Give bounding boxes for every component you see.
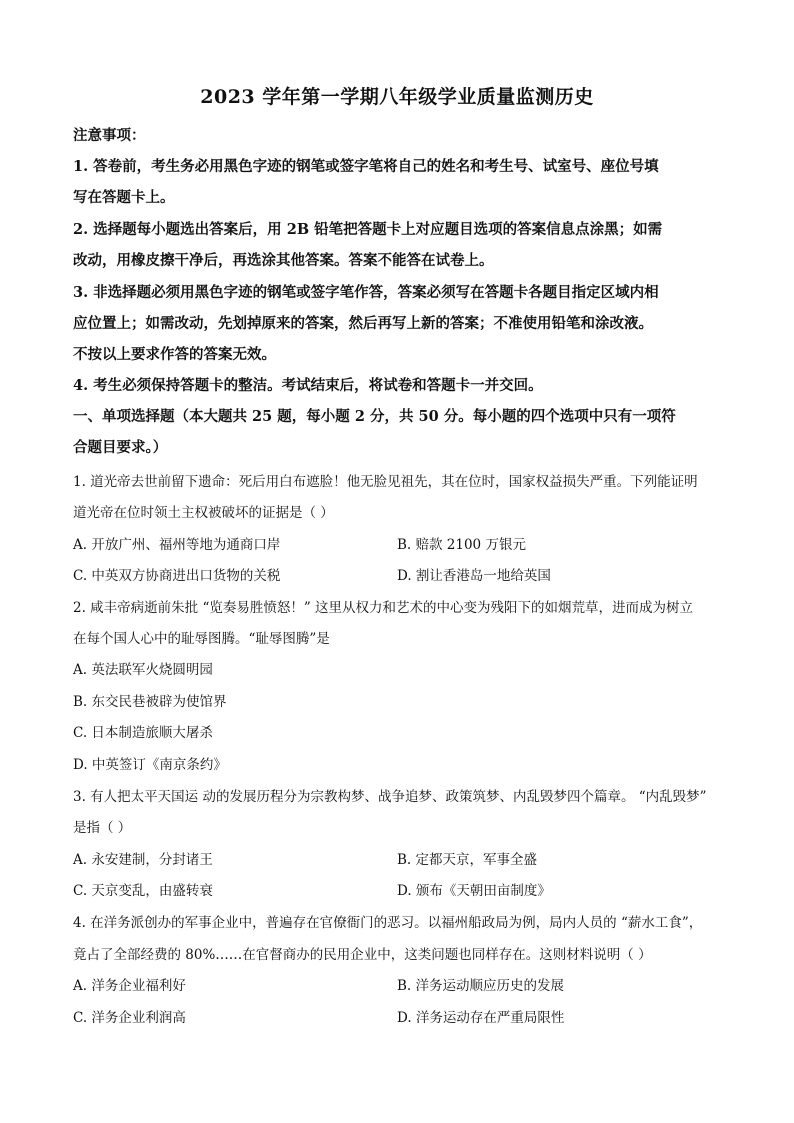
section-heading-line-1: 一、单项选择题（本大题共 25 题，每小题 2 分，共 50 分。每小题的四个选项中只有一项符: [73, 408, 676, 425]
notice-item-3-line-3: 不按以上要求作答的答案无效。: [73, 346, 276, 363]
notice-item-1-line-1: 1. 答卷前，考生务必用黑色字迹的钢笔或签字笔将自己的姓名和考生号、试室号、座位号填: [73, 158, 659, 175]
question-4-option-a: A. 洋务企业福利好: [73, 978, 186, 994]
question-4-stem-line-1: 4. 在洋务派创办的军事企业中，普遍存在官僚衙门的恶习。以福州船政局为例，局内人员的 “薪水工食”，: [73, 915, 703, 931]
question-2-option-a: A. 英法联军火烧圆明园: [73, 662, 213, 678]
notice-item-1-line-2: 写在答题卡上。: [73, 189, 175, 206]
question-4-option-d: D. 洋务运动存在严重局限性: [397, 1010, 565, 1026]
question-2-option-d: D. 中英签订《南京条约》: [73, 757, 227, 773]
question-2-stem-line-1: 2. 咸丰帝病逝前朱批 “览奏易胜愤怒！” 这里从权力和艺术的中心变为残阳下的如烟荒草，进而成为树立: [73, 600, 694, 616]
question-2-stem-line-2: 在每个国人心中的耻辱图腾。“耻辱图腾”是: [73, 631, 330, 647]
notice-item-2-line-2: 改动，用橡皮擦干净后，再选涂其他答案。答案不能答在试卷上。: [73, 252, 494, 269]
question-1-option-d: D. 割让香港岛一地给英国: [397, 568, 551, 584]
section-heading-line-2: 合题目要求。）: [73, 439, 168, 456]
question-4-option-b: B. 洋务运动顺应历史的发展: [397, 978, 565, 994]
question-3-option-c: C. 天京变乱，由盛转衰: [73, 883, 213, 899]
notice-item-4-line-1: 4. 考生必须保持答题卡的整洁。考试结束后，将试卷和答题卡一并交回。: [73, 377, 543, 394]
notice-item-3-line-2: 应位置上；如需改动，先划掉原来的答案，然后再写上新的答案；不准使用铅笔和涂改液。: [73, 315, 653, 332]
question-3-option-d: D. 颁布《天朝田亩制度》: [397, 883, 551, 899]
question-2-option-c: C. 日本制造旅顺大屠杀: [73, 725, 213, 741]
page-title: 2023 学年第一学期八年级学业质量监测历史: [200, 86, 594, 108]
notice-item-3-line-1: 3. 非选择题必须用黑色字迹的钢笔或签字笔作答，答案必须写在答题卡各题目指定区域内相: [73, 284, 659, 301]
question-1-option-a: A. 开放广州、福州等地为通商口岸: [73, 537, 281, 553]
question-3-stem-line-1: 3. 有人把太平天国运 动的发展历程分为宗教构梦、战争追梦、政策筑梦、内乱毁梦四个篇章。 “内乱毁梦”: [73, 789, 707, 805]
question-1-stem-line-2: 道光帝在位时领土主权被破坏的证据是（ ）: [73, 505, 334, 521]
question-1-option-c: C. 中英双方协商进出口货物的关税: [73, 568, 281, 584]
notice-heading: 注意事项：: [73, 127, 146, 144]
notice-item-2-line-1: 2. 选择题每小题选出答案后，用 2B 铅笔把答题卡上对应题目选项的答案信息点涂黑；如需: [73, 221, 663, 238]
question-2-option-b: B. 东交民巷被辟为使馆界: [73, 694, 227, 710]
question-3-option-b: B. 定都天京，军事全盛: [397, 852, 538, 868]
question-4-stem-line-2: 竟占了全部经费的 80%……在官督商办的民用企业中，这类问题也同样存在。这则材料说明（ ）: [73, 947, 652, 963]
question-3-option-a: A. 永安建制，分封诸王: [73, 852, 213, 868]
question-1-option-b: B. 赔款 2100 万银元: [397, 537, 526, 553]
question-4-option-c: C. 洋务企业利润高: [73, 1010, 186, 1026]
question-1-stem-line-1: 1. 道光帝去世前留下遗命：死后用白布遮脸！他无脸见祖先，其在位时，国家权益损失严重。下列能证明: [73, 474, 698, 490]
question-3-stem-line-2: 是指（ ）: [73, 820, 132, 836]
